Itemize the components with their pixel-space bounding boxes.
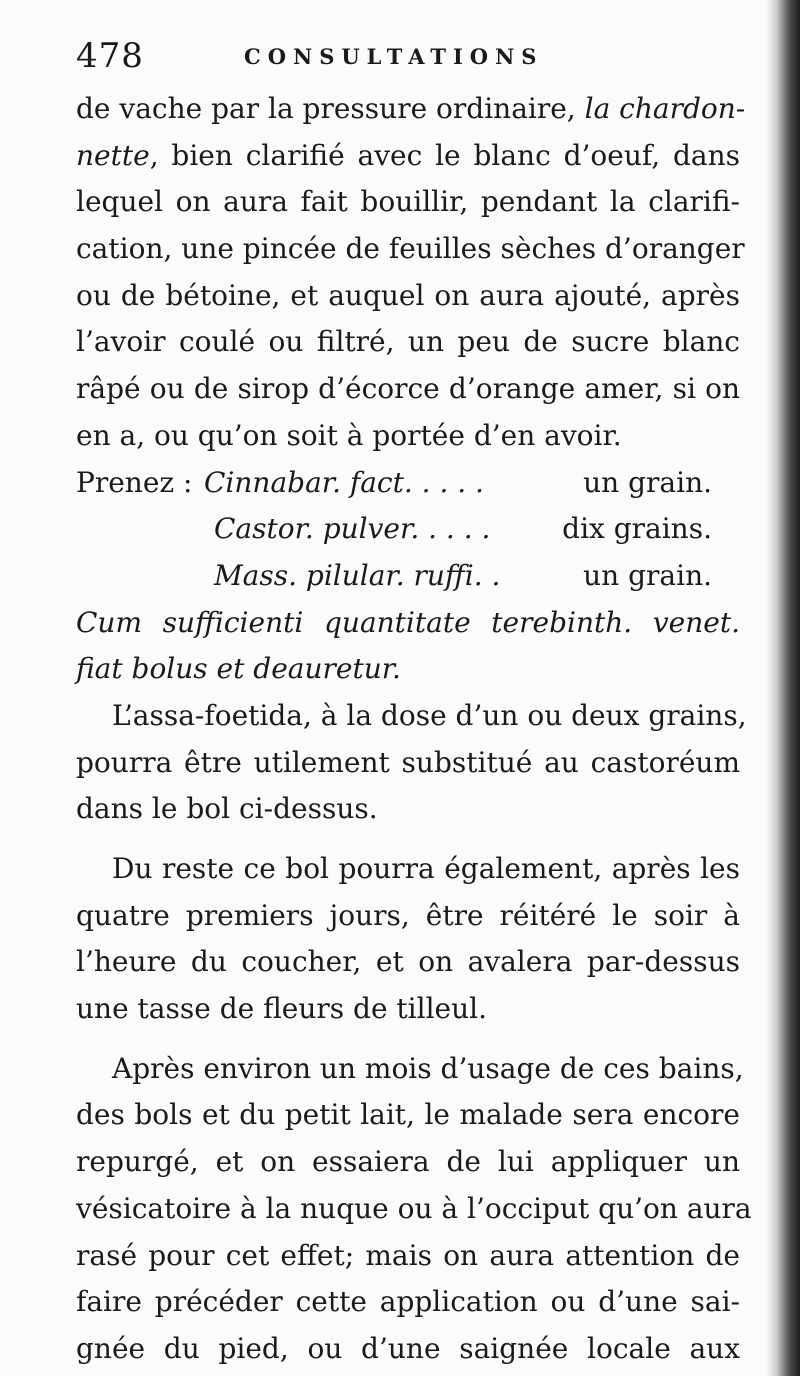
- formula-line: [76, 600, 740, 647]
- text-line: vésicatoire à la nuque ou à l’occiput qu’on aura: [76, 1191, 752, 1225]
- drug-name: Cinnabar. fact. . . . .: [204, 465, 484, 499]
- text-line: rasé pour cet effet; mais on aura attention de: [76, 1238, 740, 1272]
- drug-name: Castor. pulver. . . . .: [214, 512, 491, 546]
- text-line: l’avoir coulé ou filtré, un peu de sucre blanc: [76, 325, 740, 359]
- page-body: [76, 86, 752, 1373]
- text-line: râpé ou de sirop d’écorce d’orange amer, si on: [76, 372, 740, 406]
- formula-line: [76, 646, 740, 693]
- text-line: l’heure du coucher, et on avalera par-dessus: [76, 945, 740, 979]
- text-line: en a, ou qu’on soit à portée d’en avoir.: [76, 418, 622, 452]
- text-line: cation, une pincée de feuilles sèches d’oranger: [76, 232, 745, 266]
- text-span: de vache par la pressure ordinaire,: [76, 92, 585, 125]
- text-line: une tasse de fleurs de tilleul.: [76, 992, 487, 1026]
- prescription: [76, 460, 740, 693]
- page-number: 478: [76, 36, 144, 76]
- paragraph: [76, 693, 747, 833]
- running-title: CONSULTATIONS: [244, 44, 544, 69]
- drug-name: Mass. pilular. ruffi. .: [214, 558, 501, 592]
- text-line: [76, 133, 740, 180]
- drug-dose: un grain.: [583, 558, 712, 592]
- text-line: gnée du pied, ou d’une saignée locale aux: [76, 1331, 740, 1365]
- italic-term: la chardon-: [584, 92, 746, 125]
- formula-text: Cum sufficienti quantitate terebinth. venet.: [76, 605, 740, 639]
- formula-text: fiat bolus et deauretur.: [76, 652, 401, 686]
- prescription-lead: Prenez :: [76, 465, 193, 499]
- page-header: [76, 36, 756, 86]
- text-line: pourra être utilement substitué au castoréum: [76, 745, 740, 779]
- scan-edge: [766, 0, 800, 1376]
- drug-dose: dix grains.: [562, 512, 712, 546]
- paragraph: [76, 846, 740, 1033]
- text-line: Après environ un mois d’usage de ces bains,: [112, 1051, 744, 1085]
- italic-term: nette: [76, 138, 150, 172]
- text-line: L’assa-foetida, à la dose d’un ou deux grains,: [112, 698, 747, 732]
- prescription-line: [76, 460, 740, 507]
- text-line: faire précéder cette application ou d’une sai-: [76, 1285, 740, 1319]
- text-line: [76, 86, 746, 133]
- drug-dose: un grain.: [583, 465, 712, 499]
- text-line: lequel on aura fait bouillir, pendant la clarifi-: [76, 185, 740, 219]
- paragraph: [76, 86, 746, 460]
- prescription-line: [76, 553, 740, 600]
- paragraph-gap: [76, 833, 740, 846]
- text-line: des bols et du petit lait, le malade sera encore: [76, 1098, 740, 1132]
- paragraph: [76, 1046, 752, 1373]
- text-line: repurgé, et on essaiera de lui appliquer un: [76, 1145, 740, 1179]
- text-line: Du reste ce bol pourra également, après les: [112, 852, 740, 885]
- text-span: , bien clarifié avec le blanc d’oeuf, dans: [149, 138, 740, 172]
- prescription-line: [76, 506, 740, 553]
- text-line: ou de bétoine, et auquel on aura ajouté, après: [76, 278, 740, 312]
- paragraph-gap: [76, 1033, 740, 1046]
- text-line: dans le bol ci-dessus.: [76, 792, 378, 826]
- text-line: quatre premiers jours, être réitéré le soir à: [76, 898, 740, 932]
